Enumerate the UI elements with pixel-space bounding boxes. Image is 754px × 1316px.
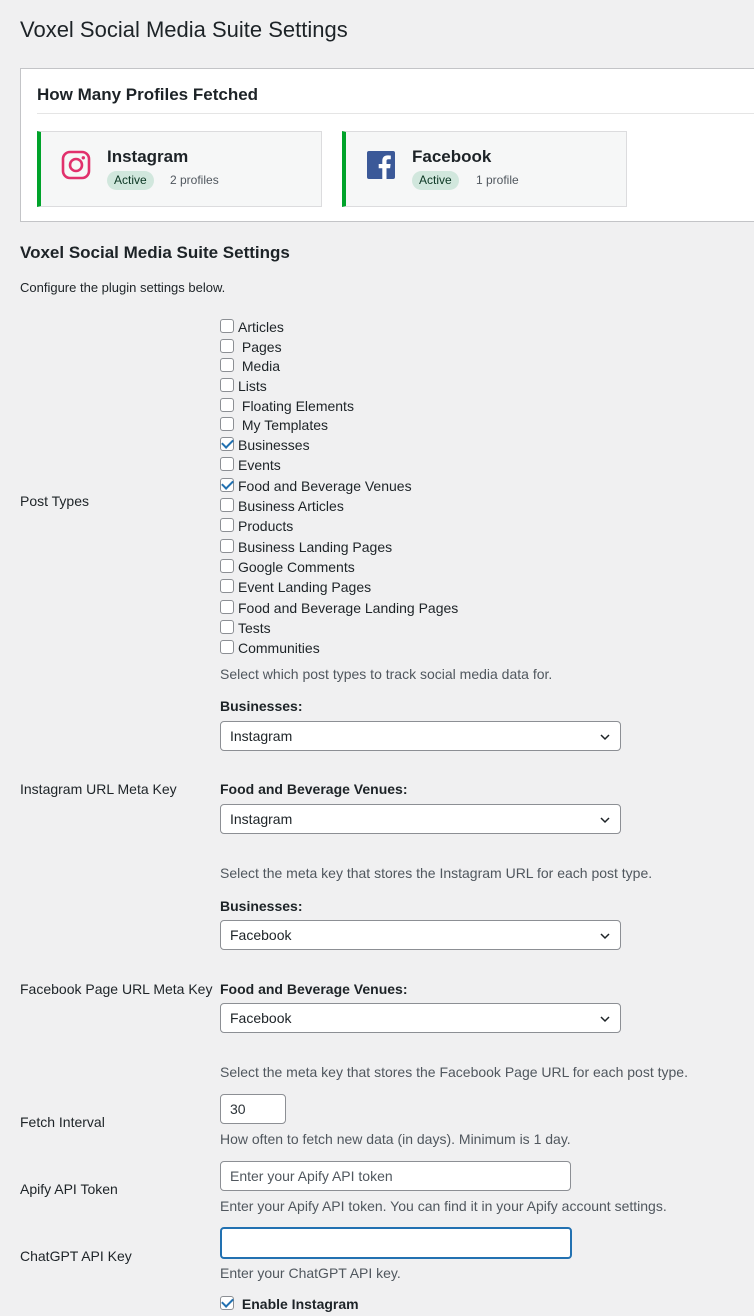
page-title: Voxel Social Media Suite Settings: [20, 17, 348, 42]
chevron-down-icon: [599, 1013, 611, 1025]
settings-section-title: Voxel Social Media Suite Settings: [20, 243, 290, 262]
profiles-card-title: How Many Profiles Fetched: [37, 85, 259, 104]
instagram-businesses-label: Businesses:: [220, 698, 303, 714]
fetch-interval-label: Fetch Interval: [20, 1114, 105, 1130]
enable-instagram-row[interactable]: [220, 1294, 359, 1314]
post-type-label: Events: [238, 457, 281, 473]
post-type-checkbox[interactable]: [220, 398, 234, 412]
chevron-down-icon: [599, 731, 611, 743]
post-type-option[interactable]: [220, 416, 328, 435]
post-type-checkbox[interactable]: [220, 457, 234, 471]
post-type-checkbox[interactable]: [220, 620, 234, 634]
post-types-help: Select which post types to track social media data for.: [220, 666, 553, 682]
facebook-businesses-label: Businesses:: [220, 898, 303, 914]
profile-count: 2 profiles: [170, 173, 219, 187]
facebook-meta-key-label: Facebook Page URL Meta Key: [20, 981, 213, 997]
select-value: Instagram: [230, 811, 293, 827]
chevron-down-icon: [599, 930, 611, 942]
platform-name: Facebook: [412, 147, 492, 166]
post-type-checkbox[interactable]: [220, 417, 234, 431]
fetch-interval-help: How often to fetch new data (in days). Minimum is 1 day.: [220, 1131, 571, 1147]
post-type-checkbox[interactable]: [220, 339, 234, 353]
chatgpt-key-help: Enter your ChatGPT API key.: [220, 1265, 401, 1281]
instagram-fnb-select[interactable]: [220, 804, 621, 834]
post-type-checkbox[interactable]: [220, 478, 234, 492]
post-type-checkbox[interactable]: [220, 378, 234, 392]
post-type-checkbox[interactable]: [220, 319, 234, 333]
apify-token-input[interactable]: [220, 1161, 571, 1191]
post-type-label: Food and Beverage Venues: [238, 478, 412, 494]
post-type-checkbox[interactable]: [220, 640, 234, 654]
post-type-label: Lists: [238, 378, 267, 394]
instagram-icon: [61, 150, 91, 180]
post-type-option[interactable]: [220, 578, 371, 597]
enable-instagram-label: Enable Instagram: [241, 1296, 359, 1312]
apify-token-label: Apify API Token: [20, 1181, 118, 1197]
facebook-fnb-label: Food and Beverage Venues:: [220, 981, 408, 997]
facebook-platform-card: [342, 131, 627, 207]
facebook-icon: [366, 150, 396, 180]
post-type-label: Media: [238, 358, 281, 374]
post-type-checkbox[interactable]: [220, 579, 234, 593]
select-value: Facebook: [230, 1010, 292, 1026]
post-type-option[interactable]: [220, 377, 267, 396]
post-type-option[interactable]: [220, 436, 310, 455]
post-type-option[interactable]: [220, 477, 412, 496]
post-type-label: My Templates: [238, 417, 328, 433]
profile-count: 1 profile: [476, 173, 519, 187]
status-badge: Active: [412, 171, 459, 190]
post-type-option[interactable]: [220, 538, 392, 557]
post-type-label: Google Comments: [238, 559, 355, 575]
chatgpt-key-label: ChatGPT API Key: [20, 1248, 132, 1264]
instagram-meta-key-label: Instagram URL Meta Key: [20, 781, 177, 797]
post-type-checkbox[interactable]: [220, 498, 234, 512]
post-type-checkbox[interactable]: [220, 539, 234, 553]
fetch-interval-input[interactable]: [220, 1094, 286, 1124]
post-type-option[interactable]: [220, 497, 344, 516]
profiles-fetched-card: [20, 68, 754, 222]
post-type-checkbox[interactable]: [220, 518, 234, 532]
chatgpt-key-input[interactable]: [220, 1227, 572, 1259]
post-type-label: Tests: [238, 620, 271, 636]
post-type-label: Food and Beverage Landing Pages: [238, 600, 459, 616]
post-type-label: Event Landing Pages: [238, 579, 372, 595]
post-type-label: Products: [238, 518, 294, 534]
post-type-checkbox[interactable]: [220, 559, 234, 573]
post-type-option[interactable]: [220, 456, 281, 475]
instagram-meta-help: Select the meta key that stores the Instagram URL for each post type.: [220, 865, 653, 881]
post-type-label: Business Articles: [238, 498, 344, 514]
post-type-option[interactable]: [220, 338, 282, 357]
chevron-down-icon: [599, 814, 611, 826]
post-type-option[interactable]: [220, 619, 271, 638]
post-type-checkbox[interactable]: [220, 437, 234, 451]
enable-instagram-checkbox[interactable]: [220, 1296, 234, 1310]
instagram-platform-card: [37, 131, 322, 207]
post-types-label: Post Types: [20, 493, 90, 509]
apify-token-help: Enter your Apify API token. You can find it in your Apify account settings.: [220, 1198, 667, 1214]
post-type-option[interactable]: [220, 397, 354, 416]
select-value: Instagram: [230, 728, 293, 744]
status-badge: Active: [107, 171, 154, 190]
post-type-option[interactable]: [220, 517, 293, 536]
select-value: Facebook: [230, 927, 292, 943]
post-type-label: Floating Elements: [238, 398, 354, 414]
platform-name: Instagram: [107, 147, 189, 166]
post-type-checkbox[interactable]: [220, 358, 234, 372]
post-type-option[interactable]: [220, 318, 284, 337]
post-type-label: Businesses: [238, 437, 310, 453]
instagram-businesses-select[interactable]: [220, 721, 621, 751]
post-type-checkbox[interactable]: [220, 600, 234, 614]
post-type-option[interactable]: [220, 357, 280, 376]
settings-description: Configure the plugin settings below.: [20, 280, 226, 295]
post-type-option[interactable]: [220, 558, 355, 577]
facebook-fnb-select[interactable]: [220, 1003, 621, 1033]
post-type-label: Articles: [238, 319, 284, 335]
post-type-option[interactable]: [220, 639, 320, 658]
facebook-meta-help: Select the meta key that stores the Facebook Page URL for each post type.: [220, 1064, 688, 1080]
post-type-option[interactable]: [220, 599, 458, 618]
card-divider: [37, 113, 754, 114]
instagram-fnb-label: Food and Beverage Venues:: [220, 781, 408, 797]
post-type-label: Business Landing Pages: [238, 539, 393, 555]
post-type-label: Pages: [238, 339, 282, 355]
facebook-businesses-select[interactable]: [220, 920, 621, 950]
post-type-label: Communities: [238, 640, 320, 656]
